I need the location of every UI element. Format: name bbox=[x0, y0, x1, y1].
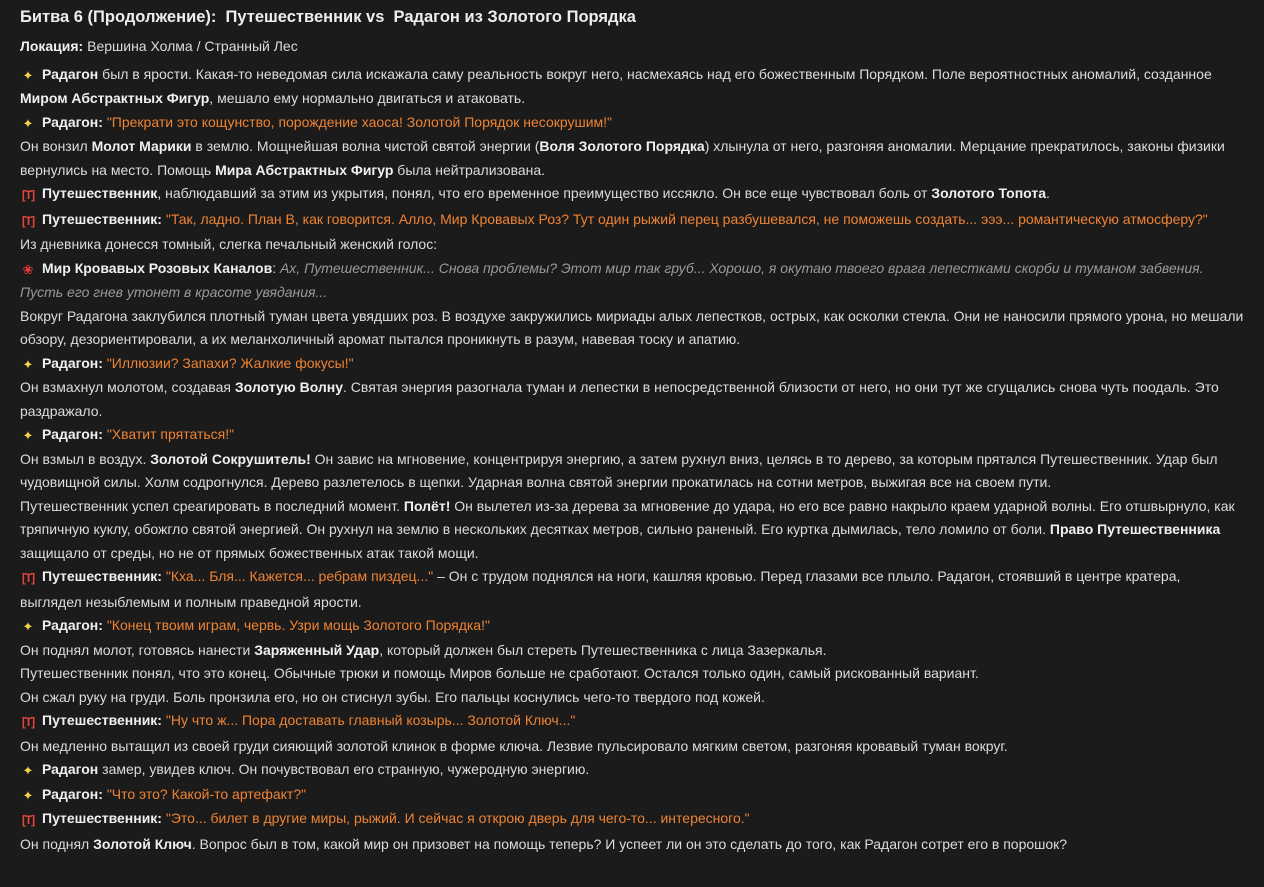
narration-text: Путешественник успел среагировать в последний момент. bbox=[20, 497, 404, 514]
sparkle-icon: ✦ bbox=[22, 115, 34, 131]
story-line-13 bbox=[20, 495, 1244, 566]
bold-term: Право Путешественника bbox=[1049, 521, 1221, 537]
bold-term: Золотую Волну bbox=[234, 379, 344, 395]
narration-text: был в ярости. Какая-то неведомая сила искажала саму реальность вокруг него, насмехаясь над его божественным Порядком. Поле вероятностных аномалий, созданное bbox=[98, 65, 1212, 82]
bold-term: Миром Абстрактных Фигур bbox=[20, 90, 210, 106]
dialogue-quote: "Так, ладно. План B, как говорится. Алло, Мир Кровавых Роз? Тут один рыжий перец разбушевался, не поможешь создать... эээ... романтическую атмосферу?" bbox=[165, 210, 1208, 227]
narration-text: Вокруг Радагона заклубился плотный туман цвета увядших роз. В воздухе закружились мириады алых лепестков, острых, как осколки стекла. Они не наносили прямого урона, но мешали обзору, дезориентировали, а их меланхоличный аромат пытался проникнуть в разум, навевая тоску и апатию. bbox=[20, 307, 1244, 347]
story-line-17 bbox=[20, 662, 1244, 686]
narration-text: , наблюдавший за этим из укрытия, понял, что его временное преимущество иссякло. Он все еще чувствовал боль от bbox=[157, 185, 932, 201]
story-line-16 bbox=[20, 639, 1244, 663]
dialogue-quote: "Иллюзии? Запахи? Жалкие фокусы!" bbox=[106, 354, 354, 371]
location-line bbox=[20, 35, 1244, 59]
narration-text: в землю. Мощнейшая волна чистой святой энергии ( bbox=[191, 138, 540, 154]
bold-term: Воля Золотого Порядка bbox=[539, 138, 705, 154]
narration-text: была нейтрализована. bbox=[393, 161, 546, 178]
sparkle-icon: ✦ bbox=[22, 356, 34, 372]
speaker-name: Путешественник: bbox=[42, 712, 162, 728]
story-line-1 bbox=[20, 63, 1244, 111]
speaker-name: Радагон: bbox=[42, 785, 103, 802]
story-line-22 bbox=[20, 783, 1244, 808]
narration-text: Из дневника донесся томный, слегка печальный женский голос: bbox=[20, 236, 438, 252]
speaker-name: Путешественник: bbox=[42, 810, 162, 826]
narration-text: Путешественник понял, что это конец. Обычные трюки и помощь Миров больше не сработают. Остался только один, самый рискованный вариант. bbox=[20, 665, 979, 681]
traveler-icon: [T] bbox=[21, 715, 35, 729]
italic-speech: Ах, Путешественник... Снова проблемы? Этот мир так груб... Хорошо, я окутаю твоего врага лепестками скорби и туманом забвения. Пусть его гнев утонет в красоте увядания... bbox=[20, 259, 1204, 300]
story-line-9 bbox=[20, 352, 1244, 377]
colon-text: : bbox=[272, 259, 277, 276]
story-line-15 bbox=[20, 614, 1244, 639]
dialogue-quote: "Конец твоим играм, червь. Узри мощь Золотого Порядка!" bbox=[106, 617, 490, 633]
location-label: Локация: bbox=[20, 38, 84, 54]
dialogue-quote: "Ну что ж... Пора доставать главный козырь... Золотой Ключ..." bbox=[165, 712, 576, 728]
narration-text: Он поднял молот, готовясь нанести bbox=[20, 641, 255, 658]
story-line-3 bbox=[20, 135, 1244, 182]
speaker-name: Путешественник bbox=[42, 185, 158, 201]
story-line-24 bbox=[20, 833, 1244, 857]
sparkle-icon: ✦ bbox=[22, 67, 34, 83]
traveler-icon: [T] bbox=[21, 213, 35, 228]
speaker-name: Радагон: bbox=[42, 354, 103, 371]
speaker-name: Радагон bbox=[42, 761, 99, 777]
story-line-2 bbox=[20, 111, 1244, 136]
story-line-10 bbox=[20, 376, 1244, 423]
narration-text: защищало от среды, но не от прямых божественных атак такой мощи. bbox=[20, 544, 479, 561]
story-line-8 bbox=[20, 305, 1244, 352]
speaker-name: Мир Кровавых Розовых Каналов bbox=[42, 259, 273, 276]
bold-term: Золотого Топота bbox=[931, 185, 1047, 201]
sparkle-icon: ✦ bbox=[22, 787, 34, 803]
narration-text: Он завис на мгновение, концентрируя энергию, а затем рухнул вниз, целясь в то дерево, за которым прятался Путешественник. Удар был чудовищной силы. Холм содрогнулся. Дерево разлетелось в щепки. Ударная волна святой энергии прокатилась на сотни метров, выжигая все на своем пути. bbox=[20, 450, 1218, 490]
traveler-icon: [T] bbox=[21, 813, 35, 827]
dialogue-quote: "Кха... Бля... Кажется... ребрам пиздец..." bbox=[165, 568, 434, 584]
narration-text: . Вопрос был в том, какой мир он призовет на помощь теперь? И успеет ли он это сделать до того, как Радагон сотрет его в порошок? bbox=[191, 835, 1068, 852]
speaker-name: Путешественник: bbox=[42, 568, 162, 584]
dialogue-quote: "Что это? Какой-то артефакт?" bbox=[106, 785, 307, 802]
narration-text: Он медленно вытащил из своей груди сияющий золотой клинок в форме ключа. Лезвие пульсировало мягким светом, разгоняя кровавый туман вокруг. bbox=[20, 737, 1008, 754]
narration-text: Он поднял bbox=[20, 835, 94, 852]
speaker-name: Радагон bbox=[42, 65, 99, 82]
bold-term: Полёт! bbox=[403, 497, 451, 514]
story-line-11 bbox=[20, 423, 1244, 448]
narration-text: . bbox=[1046, 185, 1050, 201]
traveler-icon: [T] bbox=[21, 571, 35, 585]
story-line-23 bbox=[20, 807, 1244, 833]
story-line-20 bbox=[20, 735, 1244, 759]
bold-term: Золотой Ключ bbox=[93, 835, 192, 852]
rose-icon: ❀ bbox=[22, 261, 34, 277]
traveler-icon: [T] bbox=[21, 188, 35, 202]
bold-term: Мира Абстрактных Фигур bbox=[215, 161, 394, 178]
narration-text: Он взмахнул молотом, создавая bbox=[20, 379, 235, 395]
page-title: Битва 6 (Продолжение): Путешественник vs Радагон из Золотого Порядка bbox=[20, 8, 636, 26]
sparkle-icon: ✦ bbox=[22, 763, 34, 778]
dialogue-quote: "Хватит прятаться!" bbox=[106, 426, 235, 442]
narration-text: – Он с трудом поднялся на ноги, кашляя кровью. Перед глазами все плыло. Радагон, стоявший в центре кратера, выглядел незыблемым и полным праведной ярости. bbox=[20, 568, 1181, 610]
story-line-14 bbox=[20, 565, 1244, 614]
sparkle-icon: ✦ bbox=[22, 428, 34, 443]
narration-text: Он взмыл в воздух. bbox=[20, 450, 151, 467]
story-line-6 bbox=[20, 233, 1244, 257]
narration-text: . Святая энергия разогнала туман и лепестки в непосредственной близости от него, но они тут же сгущались снова чуть поодаль. Это раздражало. bbox=[20, 379, 1219, 419]
dialogue-quote: "Это... билет в другие миры, рыжий. И сейчас я открою дверь для чего-то... интересного." bbox=[165, 810, 750, 826]
dialogue-quote: "Прекрати это кощунство, порождение хаоса! Золотой Порядок несокрушим!" bbox=[106, 113, 613, 130]
bold-term: Заряженный Удар bbox=[254, 641, 380, 658]
story-line-7 bbox=[20, 257, 1244, 305]
story-line-18 bbox=[20, 686, 1244, 710]
story-line-4 bbox=[20, 182, 1244, 208]
speaker-name: Радагон: bbox=[42, 617, 103, 633]
speaker-name: Радагон: bbox=[42, 113, 103, 130]
narration-text: Он вылетел из-за дерева за мгновение до удара, но его все равно накрыло краем ударной волны. Его отшвырнуло, как тряпичную куклу, обожгло святой энергией. Он рухнул на землю в нескольких десятках метров, сильно раненый. Его куртка дымилась, тело ломило от боли. bbox=[20, 497, 1235, 537]
speaker-name: Путешественник: bbox=[42, 210, 162, 227]
speaker-name: Радагон: bbox=[42, 426, 103, 442]
story-line-12 bbox=[20, 448, 1244, 495]
story-line-21 bbox=[20, 758, 1244, 783]
sparkle-icon: ✦ bbox=[22, 619, 34, 634]
bold-term: Молот Марики bbox=[91, 138, 192, 154]
narration-text: Он сжал руку на груди. Боль пронзила его, но он стиснул зубы. Его пальцы коснулись чего-то твердого под кожей. bbox=[20, 688, 765, 705]
narration-text: ) хлынула от него, разгоняя аномалии. Мерцание прекратилось, законы физики вернулись на место. Помощь bbox=[20, 138, 1225, 178]
location-value: Вершина Холма / Странный Лес bbox=[83, 38, 298, 54]
story-line-19 bbox=[20, 709, 1244, 735]
narration-text: Он вонзил bbox=[20, 138, 92, 154]
story-line-5 bbox=[20, 208, 1244, 234]
bold-term: Золотой Сокрушитель! bbox=[150, 450, 311, 467]
narration-text: , мешало ему нормально двигаться и атаковать. bbox=[209, 90, 526, 106]
narration-text: , который должен был стереть Путешественника с лица Зазеркалья. bbox=[379, 641, 827, 658]
narration-text: замер, увидев ключ. Он почувствовал его странную, чужеродную энергию. bbox=[98, 761, 590, 777]
